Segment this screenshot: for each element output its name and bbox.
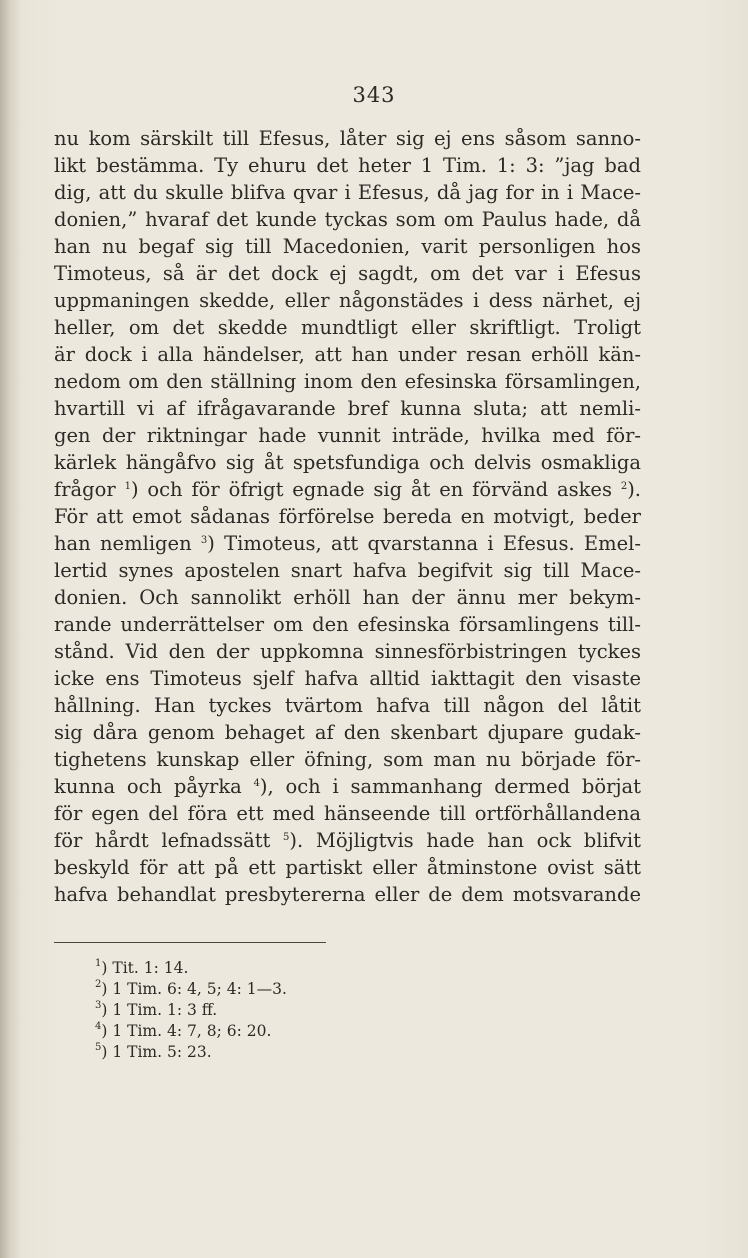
text-line: kärlek hängåfvo sig åt spetsfundiga och delvis osmakliga — [54, 451, 641, 474]
text-line — [54, 530, 641, 557]
footnotes — [95, 958, 395, 1063]
text-line: stånd. Vid den der uppkomna sinnesförbistringen tyckes — [54, 640, 641, 663]
text-line: donien. Och sannolikt erhöll han der ännu mer bekym- — [54, 586, 641, 609]
footnote-marker: 1 — [124, 481, 131, 492]
text-line: hvartill vi af ifrågavarande bref kunna sluta; att nemli- — [54, 397, 641, 420]
text-line: dig, att du skulle blifva qvar i Efesus, då jag for in i Mace- — [54, 181, 641, 204]
text-line: För att emot sådanas förförelse bereda en motvigt, beder — [54, 505, 641, 528]
text-line: är dock i alla händelser, att han under resan erhöll kän- — [54, 343, 641, 366]
text-line: hafva behandlat presbytererna eller de dem motsvarande — [54, 883, 641, 906]
text-segment: kunna och påyrka — [54, 775, 254, 798]
footnote-number: 5 — [95, 1042, 102, 1053]
footnote-marker: 4 — [253, 778, 260, 789]
text-line: han nu begaf sig till Macedonien, varit personligen hos — [54, 235, 641, 258]
footnote-text: ) 1 Tim. 1: 3 ff. — [101, 1001, 218, 1019]
text-line — [54, 773, 641, 800]
text-line: nu kom särskilt till Efesus, låter sig ej ens såsom sanno- — [54, 127, 641, 150]
footnote-text: ) 1 Tim. 5: 23. — [101, 1043, 212, 1061]
text-line: gen der riktningar hade vunnit inträde, hvilka med för- — [54, 424, 641, 447]
text-line: för egen del föra ett med hänseende till ortförhållandena — [54, 802, 641, 825]
text-segment: ) Timoteus, att qvarstanna i Efesus. Emel- — [207, 532, 641, 555]
text-line: beskyld för att på ett partiskt eller åtminstone ovist sätt — [54, 856, 641, 879]
footnote-marker: 3 — [200, 535, 208, 546]
text-line — [54, 827, 641, 854]
text-line: likt bestämma. Ty ehuru det heter 1 Tim. 1: 3: ”jag bad — [54, 154, 641, 177]
footnote-number: 3 — [95, 1000, 102, 1011]
text-segment: ) och för öfrigt egnade sig åt en förvänd askes — [130, 478, 621, 501]
footnote-text: ) 1 Tim. 4: 7, 8; 6: 20. — [101, 1022, 272, 1040]
text-line: heller, om det skedde mundtligt eller skriftligt. Troligt — [54, 316, 641, 339]
footnote — [95, 1000, 395, 1021]
footnote — [95, 1042, 395, 1063]
text-line: hållning. Han tyckes tvärtom hafva till någon del låtit — [54, 694, 641, 717]
footnote-rule — [54, 942, 326, 943]
footnote-number: 4 — [95, 1021, 102, 1032]
text-segment: frågor — [54, 478, 125, 501]
text-line: rande underrättelser om den efesinska församlingens till- — [54, 613, 641, 636]
text-line: icke ens Timoteus sjelf hafva alltid iakttagit den visaste — [54, 667, 641, 690]
text-segment: för hårdt lefnadssätt — [54, 829, 284, 852]
text-line: tighetens kunskap eller öfning, som man nu började för- — [54, 748, 641, 771]
text-segment: ). — [627, 478, 641, 501]
footnote-number: 1 — [95, 958, 102, 969]
footnote-number: 2 — [95, 979, 102, 990]
body-text — [54, 125, 641, 908]
text-line: uppmaningen skedde, eller någonstädes i dess närhet, ej — [54, 289, 641, 312]
text-segment: ), och i sammanhang dermed börjat — [259, 775, 641, 798]
footnote-text: ) 1 Tim. 6: 4, 5; 4: 1—3. — [101, 980, 287, 998]
text-line: donien,” hvaraf det kunde tyckas som om Paulus hade, då — [54, 208, 641, 231]
footnote-text: ) Tit. 1: 14. — [101, 959, 189, 977]
text-line: sig dåra genom behaget af den skenbart djupare gudak- — [54, 721, 641, 744]
text-line — [54, 476, 641, 503]
footnote — [95, 958, 395, 979]
footnote-marker: 2 — [620, 481, 628, 492]
footnote — [95, 1021, 395, 1042]
text-segment: ). Möjligtvis hade han ock blifvit — [289, 829, 641, 852]
footnote-marker: 5 — [283, 832, 290, 843]
page-number: 343 — [352, 83, 396, 107]
text-line: nedom om den ställning inom den efesinska församlingen, — [54, 370, 641, 393]
text-segment: han nemligen — [54, 532, 201, 555]
footnote — [95, 979, 395, 1000]
text-line: lertid synes apostelen snart hafva begifvit sig till Mace- — [54, 559, 641, 582]
text-line: Timoteus, så är det dock ej sagdt, om det var i Efesus — [54, 262, 641, 285]
